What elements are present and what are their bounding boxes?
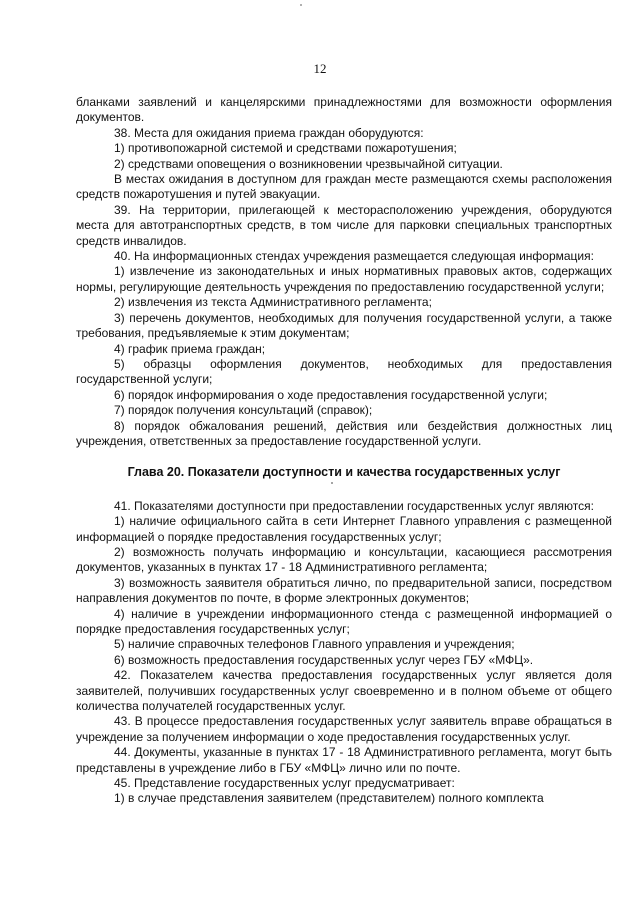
paragraph: 7) порядок получения консультаций (справок); bbox=[114, 403, 373, 418]
paragraph: 3) возможность заявителя обратиться лично, по предварительной записи, посредством направления документов по почте, в форме электронных документов; bbox=[76, 575, 612, 606]
paragraph: 40. На информационных стендах учреждения размещается следующая информация: bbox=[114, 249, 594, 264]
paragraph: 3) перечень документов, необходимых для получения государственной услуги, а также требования, предъявляемые к этим документам; bbox=[76, 310, 612, 341]
paragraph: В местах ожидания в доступном для граждан месте размещаются схемы расположения средств пожаротушения и путей эвакуации. bbox=[76, 172, 612, 202]
paragraph: 6) возможность предоставления государственных услуг через ГБУ «МФЦ». bbox=[114, 652, 534, 667]
paragraph: 38. Места для ожидания приема граждан оборудуются: bbox=[114, 125, 424, 140]
paragraph: бланками заявлений и канцелярскими принадлежностями для возможности оформления документов. bbox=[76, 95, 612, 125]
bottom-section bbox=[76, 499, 612, 807]
page-number: 12 bbox=[313, 61, 327, 76]
paragraph: 4) график приема граждан; bbox=[114, 341, 266, 356]
paragraph: 1) наличие официального сайта в сети Интернет Главного управления с размещенной информацией о порядке предоставления государственных услуг; bbox=[76, 514, 612, 544]
paragraph: 1) в случае представления заявителем (представителем) полного комплекта bbox=[114, 791, 544, 806]
paragraph: 2) извлечения из текста Административного регламента; bbox=[114, 295, 432, 310]
paragraph: 2) возможность получать информацию и консультации, касающиеся рассмотрения документов, указанных в пунктах 17 - 18 Административного регламента; bbox=[76, 544, 612, 575]
scan-speck bbox=[331, 482, 333, 484]
paragraph: 5) образцы оформления документов, необходимых для предоставления государственной услуги; bbox=[76, 356, 612, 387]
paragraph: 2) средствами оповещения о возникновении чрезвычайной ситуации. bbox=[114, 156, 503, 171]
paragraph: 6) порядок информирования о ходе предоставления государственной услуги; bbox=[114, 387, 548, 402]
paragraph: 1) извлечение из законодательных и иных нормативных правовых актов, содержащих нормы, регулирующие деятельность учреждения по предоставлению государственной услуги; bbox=[76, 264, 612, 294]
paragraph: 42. Показателем качества предоставления государственных услуг является доля заявителей, получивших государственных услуг своевременно и в полном объеме от общего количества получателей государственных услуг. bbox=[76, 668, 612, 714]
scan-speck bbox=[300, 4, 302, 6]
chapter-title: Глава 20. Показатели доступности и качества государственных услуг bbox=[127, 465, 561, 480]
document-body bbox=[76, 95, 612, 807]
paragraph: 8) порядок обжалования решений, действия или бездействия должностных лиц учреждения, ответственных за предоставление государственной услуги. bbox=[76, 418, 612, 448]
paragraph: 5) наличие справочных телефонов Главного управления и учреждения; bbox=[114, 637, 515, 652]
paragraph: 44. Документы, указанные в пунктах 17 - 18 Административного регламента, могут быть представлены в учреждение либо в ГБУ «МФЦ» лично или по почте. bbox=[76, 745, 612, 775]
paragraph: 41. Показателями доступности при предоставлении государственных услуг являются: bbox=[114, 498, 594, 513]
top-section bbox=[76, 95, 612, 449]
paragraph: 4) наличие в учреждении информационного стенда с размещенной информацией о порядке предоставления государственных услуг; bbox=[76, 606, 612, 636]
paragraph: 43. В процессе предоставления государственных услуг заявитель вправе обращаться в учреждение за получением информации о ходе предоставления государственных услуг. bbox=[76, 714, 612, 744]
paragraph: 45. Представление государственных услуг предусматривает: bbox=[114, 776, 455, 791]
paragraph: 39. На территории, прилегающей к месторасположению учреждения, оборудуются места для автотранспортных средств, в том числе для парковки специальных транспортных средств инвалидов. bbox=[76, 202, 612, 248]
paragraph: 1) противопожарной системой и средствами пожаротушения; bbox=[114, 141, 457, 156]
